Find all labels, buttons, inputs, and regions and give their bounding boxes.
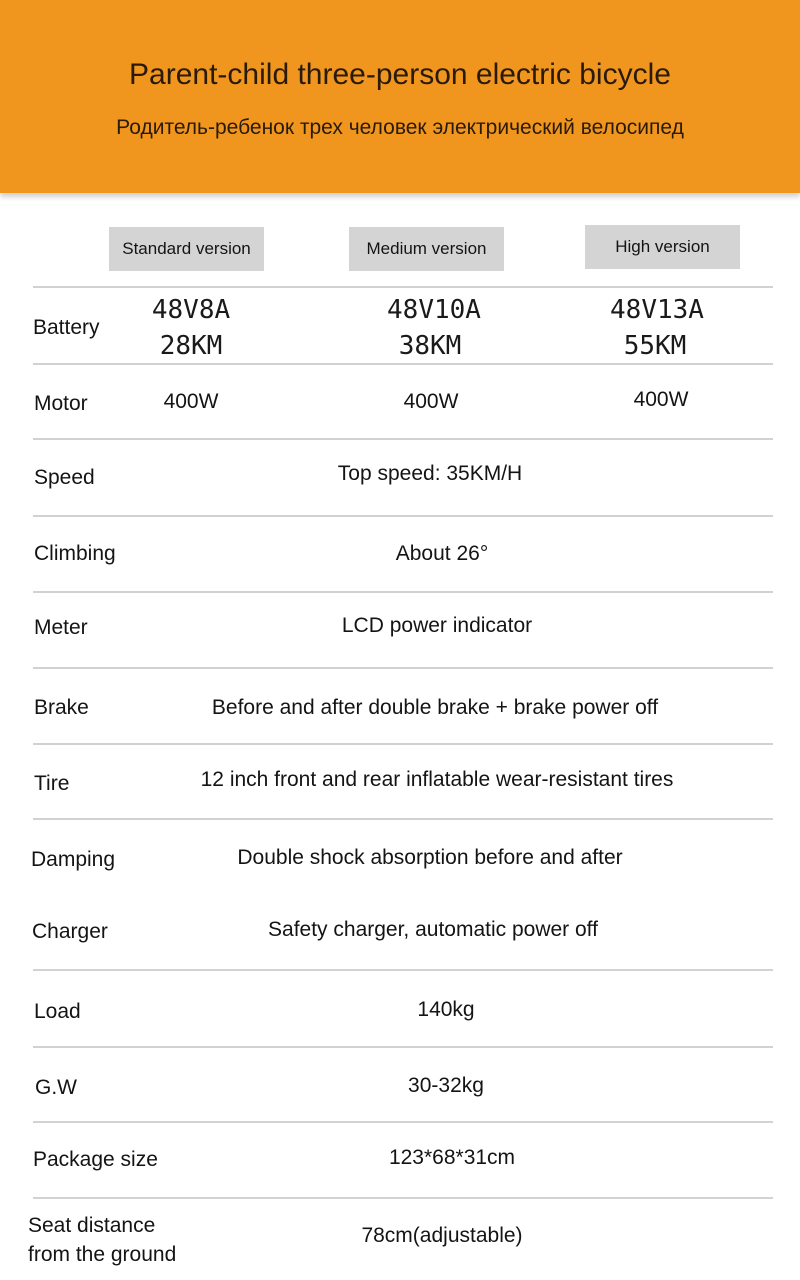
speed-label: Speed: [34, 466, 95, 489]
version-header-high: High version: [585, 225, 740, 269]
gross-weight-label: G.W: [35, 1076, 77, 1099]
motor-label: Motor: [34, 392, 88, 415]
climbing-label: Climbing: [34, 542, 116, 565]
seat-distance-label-line2: from the ground: [28, 1243, 177, 1266]
battery-high-capacity: 48V13A: [610, 295, 704, 325]
tire-value: 12 inch front and rear inflatable wear-resistant tires: [200, 768, 674, 791]
package-size-value: 123*68*31cm: [388, 1146, 516, 1169]
climbing-value: About 26°: [395, 542, 489, 565]
battery-standard-capacity: 48V8A: [151, 295, 231, 325]
page-subtitle: Родитель-ребенок трех человек электрический велосипед: [116, 116, 684, 139]
load-value: 140kg: [417, 998, 475, 1021]
row-divider: [33, 286, 773, 288]
row-divider: [33, 969, 773, 971]
tire-label: Tire: [34, 772, 70, 795]
meter-value: LCD power indicator: [341, 614, 533, 637]
load-label: Load: [34, 1000, 81, 1023]
row-divider: [33, 743, 773, 745]
battery-label: Battery: [33, 316, 100, 339]
charger-label: Charger: [32, 920, 108, 943]
version-header-standard: Standard version: [109, 227, 264, 271]
motor-high-value: 400W: [633, 388, 689, 411]
battery-medium-range: 38KM: [398, 331, 462, 361]
gross-weight-value: 30-32kg: [408, 1074, 484, 1097]
row-divider: [33, 363, 773, 365]
motor-standard-value: 400W: [163, 390, 219, 413]
battery-standard-range: 28KM: [159, 331, 223, 361]
header-banner: [0, 0, 800, 193]
package-size-label: Package size: [33, 1148, 158, 1171]
row-divider: [33, 667, 773, 669]
version-header-medium: Medium version: [349, 227, 504, 271]
row-divider: [33, 515, 773, 517]
battery-medium-capacity: 48V10A: [387, 295, 481, 325]
row-divider: [33, 1046, 773, 1048]
brake-value: Before and after double brake + brake power off: [211, 696, 659, 719]
damping-label: Damping: [31, 848, 116, 871]
row-divider: [33, 1197, 773, 1199]
seat-distance-value: 78cm(adjustable): [361, 1224, 523, 1247]
meter-label: Meter: [34, 616, 88, 639]
row-divider: [33, 438, 773, 440]
seat-distance-label-line1: Seat distance: [28, 1214, 156, 1237]
brake-label: Brake: [34, 696, 89, 719]
page-title: Parent-child three-person electric bicycle: [129, 58, 671, 91]
charger-value: Safety charger, automatic power off: [268, 918, 598, 941]
row-divider: [33, 591, 773, 593]
row-divider: [33, 818, 773, 820]
speed-value: Top speed: 35KM/H: [337, 462, 523, 485]
row-divider: [33, 1121, 773, 1123]
battery-high-range: 55KM: [623, 331, 687, 361]
motor-medium-value: 400W: [403, 390, 459, 413]
damping-value: Double shock absorption before and after: [237, 846, 623, 869]
